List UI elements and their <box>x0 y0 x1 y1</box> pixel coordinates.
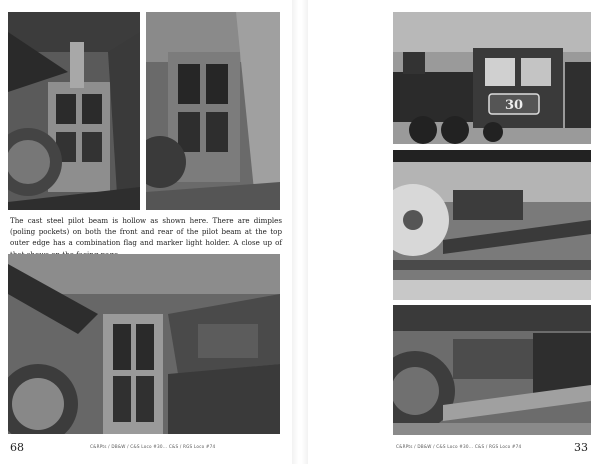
photo-locomotive-side <box>393 12 591 144</box>
right-page <box>308 0 600 464</box>
book-gutter <box>292 0 308 464</box>
photo-pilot-beam-hollow <box>146 12 280 210</box>
running-footer-right: C&RPts / DB&W / C&S Loco #30... C&S / RGS Loco #74 <box>396 444 522 449</box>
photo-pilot-beam-front <box>8 12 140 210</box>
page-number-left: 68 <box>10 441 24 454</box>
number-plate-text: 30 <box>504 98 524 113</box>
running-footer-left: C&RPts / DB&W / C&S Loco #30... C&S / RGS Loco #74 <box>90 444 216 449</box>
page-number-right: 33 <box>574 441 588 454</box>
left-page <box>0 0 292 464</box>
photo-pilot-beam-overview <box>8 254 280 434</box>
photo-running-gear <box>393 150 591 300</box>
photo-cylinder-detail <box>393 305 591 435</box>
photo-caption: The cast steel pilot beam is hollow as shown here. There are dimples (poling pockets) on both the front and rear of the pilot beam at the top outer edge has a combination flag and marker light holder. A close up of <box>10 216 282 248</box>
